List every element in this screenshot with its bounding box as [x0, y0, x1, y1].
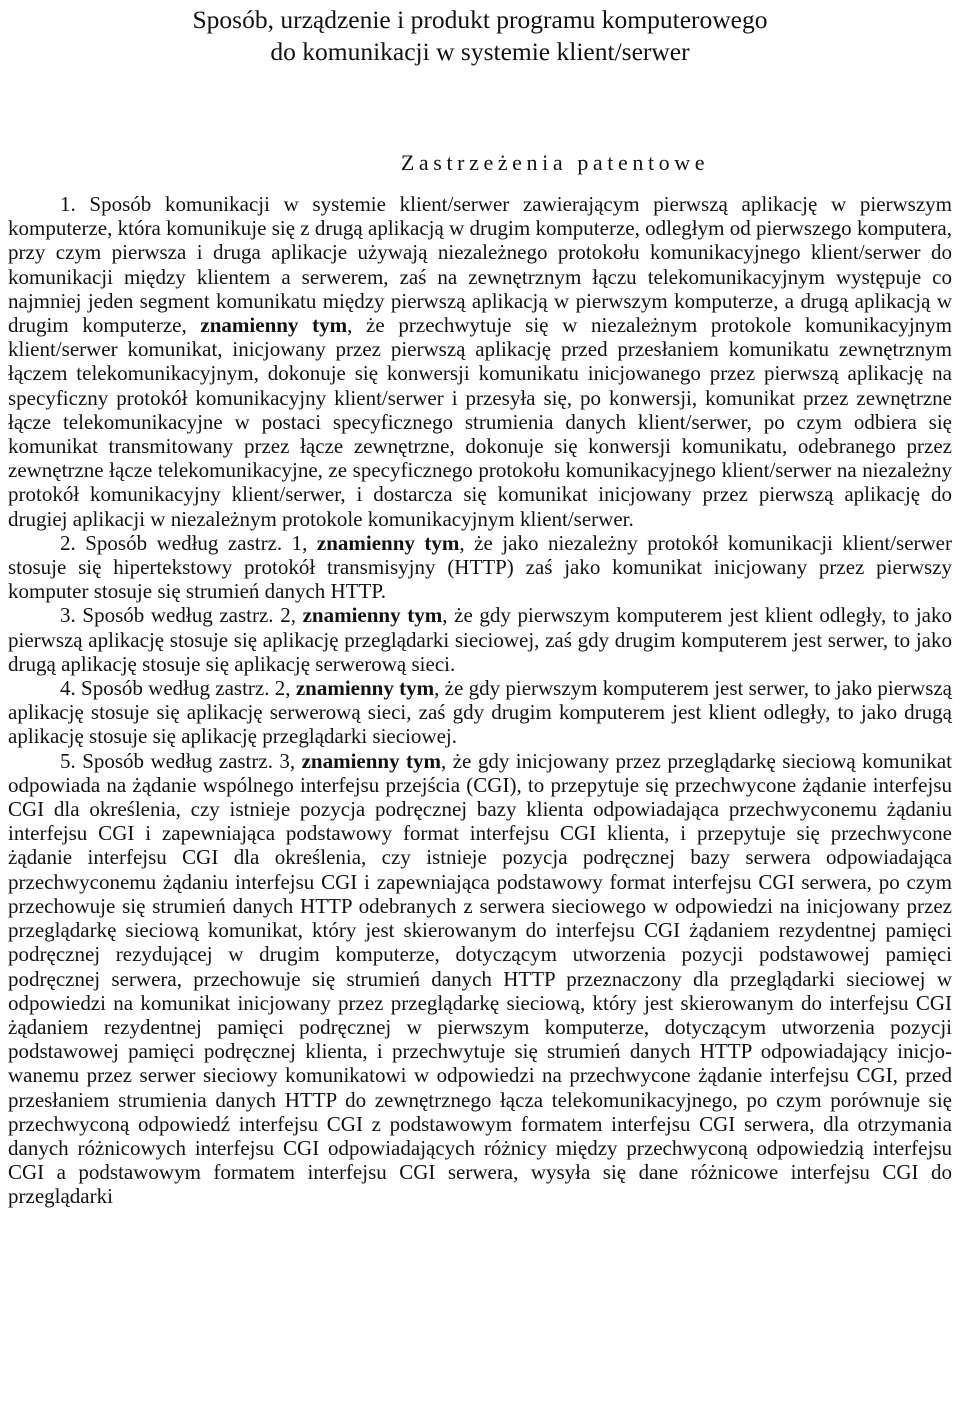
- claim-emphasis: znamienny tym: [302, 603, 443, 628]
- claim-text: 4. Sposób według zastrz. 2,: [60, 676, 291, 701]
- claim-text: , że gdy pierwszym komputerem jest serwer, to jako pierwszą aplikację stosuje się aplikację serwerową sieci, zaś gdy drugim komputerem jest klient odległy, to jako drugą aplikację stosuje się aplikację przeglądarki sieciowej.: [8, 676, 953, 749]
- patent-page: [8, 0, 952, 1209]
- claim-emphasis: znamienny tym: [316, 530, 460, 555]
- claim-text: , że gdy inicjowany przez przeglądarkę sieciową komunikat odpowiada na żądanie wspólnego interfejsu przejścia (CGI), to przepytuje się przechwycone żądanie interfejsu CGI dla określenia, czy istnieje pozycja podręcznej bazy klienta odpowiadająca przechwyconemu żądaniu interfejsu CGI i zapewniająca podstawowy format interfejsu CGI klienta, i przepytuje się przechwycone żądanie interfejsu CGI dla określenia, czy istnieje pozycja podręcznej bazy serwera odpowiadająca przechwyconemu żądaniu interfejsu CGI i zapewniająca podstawowy format interfejsu CGI serwera, po czym przechowuje się strumień danych HTTP odebranych z serwera sieciowego w odpowiedzi na inicjowany przez przeglądarkę sieciową komunikat, który jest skierowanym do interfejsu CGI żądaniem rezydentnej pamięci podręcznej rezydującej w drugim komputerze, dotyczącym utworzenia pozycji podstawowej pamięci podręcznej serwera, przechowuje się strumień danych HTTP przeznaczony dla przeglądarki sieciowej w odpowiedzi na komunikat inicjowany przez przeglądarkę sieciową, który jest skierowanym do interfejsu CGI żądaniem rezydentnej pamięci podręcznej w pierwszym komputerze, dotyczącym utworzenia pozycji podstawowej pamięci podręcznej klienta, i przechwytuje się strumień danych HTTP odpowiadający inicjowanemu przez serwer sieciowy komunikatowi w odpowiedzi na przechwycone żądanie interfejsu CGI, przed przesłaniem strumienia danych HTTP do zewnętrznego łącza telekomunikacyjnego, po czym porównuje się przechwyconą odpowiedź interfejsu CGI z podstawowym formatem interfejsu CGI serwera, dla otrzymania danych różnicowych interfejsu CGI odpowiadających różnicy między przechwyconą odpowiedzią interfejsu CGI a podstawowym formatem interfejsu CGI serwera, wysyła się dane różnicowe interfejsu CGI do przeglądarki: [8, 748, 953, 1209]
- title-line-1: Sposób, urządzenie i produkt programu komputerowego: [192, 5, 768, 34]
- claim-emphasis: znamienny tym: [301, 748, 442, 773]
- claim-3: [8, 603, 952, 676]
- claim-2: [8, 531, 952, 604]
- section-heading: Zastrzeżenia patentowe: [400, 150, 710, 175]
- claim-emphasis: znamienny tym: [200, 313, 348, 338]
- claim-text: , że jako niezależny protokół komunikacji klient/serwer stosuje się hipertekstowy protokół transmisyjny (HTTP) zaś jako komunikat inicjowany przez pierwszy komputer stosuje się strumień danych HTTP.: [8, 530, 953, 604]
- claims-list: [8, 192, 952, 1209]
- claim-text: , że gdy pierwszym komputerem jest klient odległy, to jako pierwszą aplikację stosuje się aplikację przeglądarki sieciowej, zaś gdy drugim komputerem jest serwer, to jako drugą aplikację stosuje się aplikację serwerową sieci.: [8, 603, 953, 676]
- claim-text: , że przechwytuje się w niezależnym protokole komunikacyjnym klient/serwer komunikat, inicjowany przez pierwszą aplikację przed przesłaniem komunikatu zewnętrznym łączem telekomunikacyjnym, dokonuje się konwersji komunikatu inicjowanego przez pierwszą aplikację na specyficzny protokół komunikacyjny klient/serwer i przesyła się, po konwersji, komunikat przez zewnętrzne łącze telekomunikacyjne w postaci specyficznego strumienia danych klient/serwer, po czym odbiera się komunikat transmitowany przez łącze zewnętrzne, dokonuje się konwersji komunikatu, odebranego przez zewnętrzne łącze telekomunikacyjne, ze specyficznego protokołu komunikacyjnego klient/serwer na niezależny protokół komunikacyjny klient/serwer, i dostarcza się komunikat inicjowany przez pierwszą aplikację do drugiej aplikacji w niezależnym protokole komunikacyjnym klient/serwer.: [8, 313, 952, 531]
- claim-emphasis: znamienny tym: [295, 676, 435, 701]
- title-line-2: do komunikacji w systemie klient/serwer: [270, 37, 690, 66]
- claim-text: 1. Sposób komunikacji w systemie klient/serwer zawierającym pierwszą aplikację w pierwszym komputerze, która komunikuje się z drugą aplikacją w drugim komputerze, odległym od pierwszego komputera, przy czym pierwsza i druga aplikacje używają niezależnego protokołu komunikacyjnego klient/serwer do komunikacji między klientem a serwerem, zaś na zewnętrznym łączu telekomunikacyjnym występuje co najmniej jeden segment komunikatu między pierwszą aplikacją w pierwszym komputerze, a drugą aplikacją w drugim komputerze,: [8, 192, 952, 338]
- claim-text: 2. Sposób według zastrz. 1,: [60, 530, 308, 555]
- document-title: [8, 0, 952, 68]
- claim-5: [8, 749, 952, 1209]
- claim-text: 3. Sposób według zastrz. 2,: [60, 603, 296, 628]
- claim-1: [8, 192, 952, 531]
- claim-text: 5. Sposób według zastrz. 3,: [60, 748, 296, 773]
- claim-4: [8, 676, 952, 749]
